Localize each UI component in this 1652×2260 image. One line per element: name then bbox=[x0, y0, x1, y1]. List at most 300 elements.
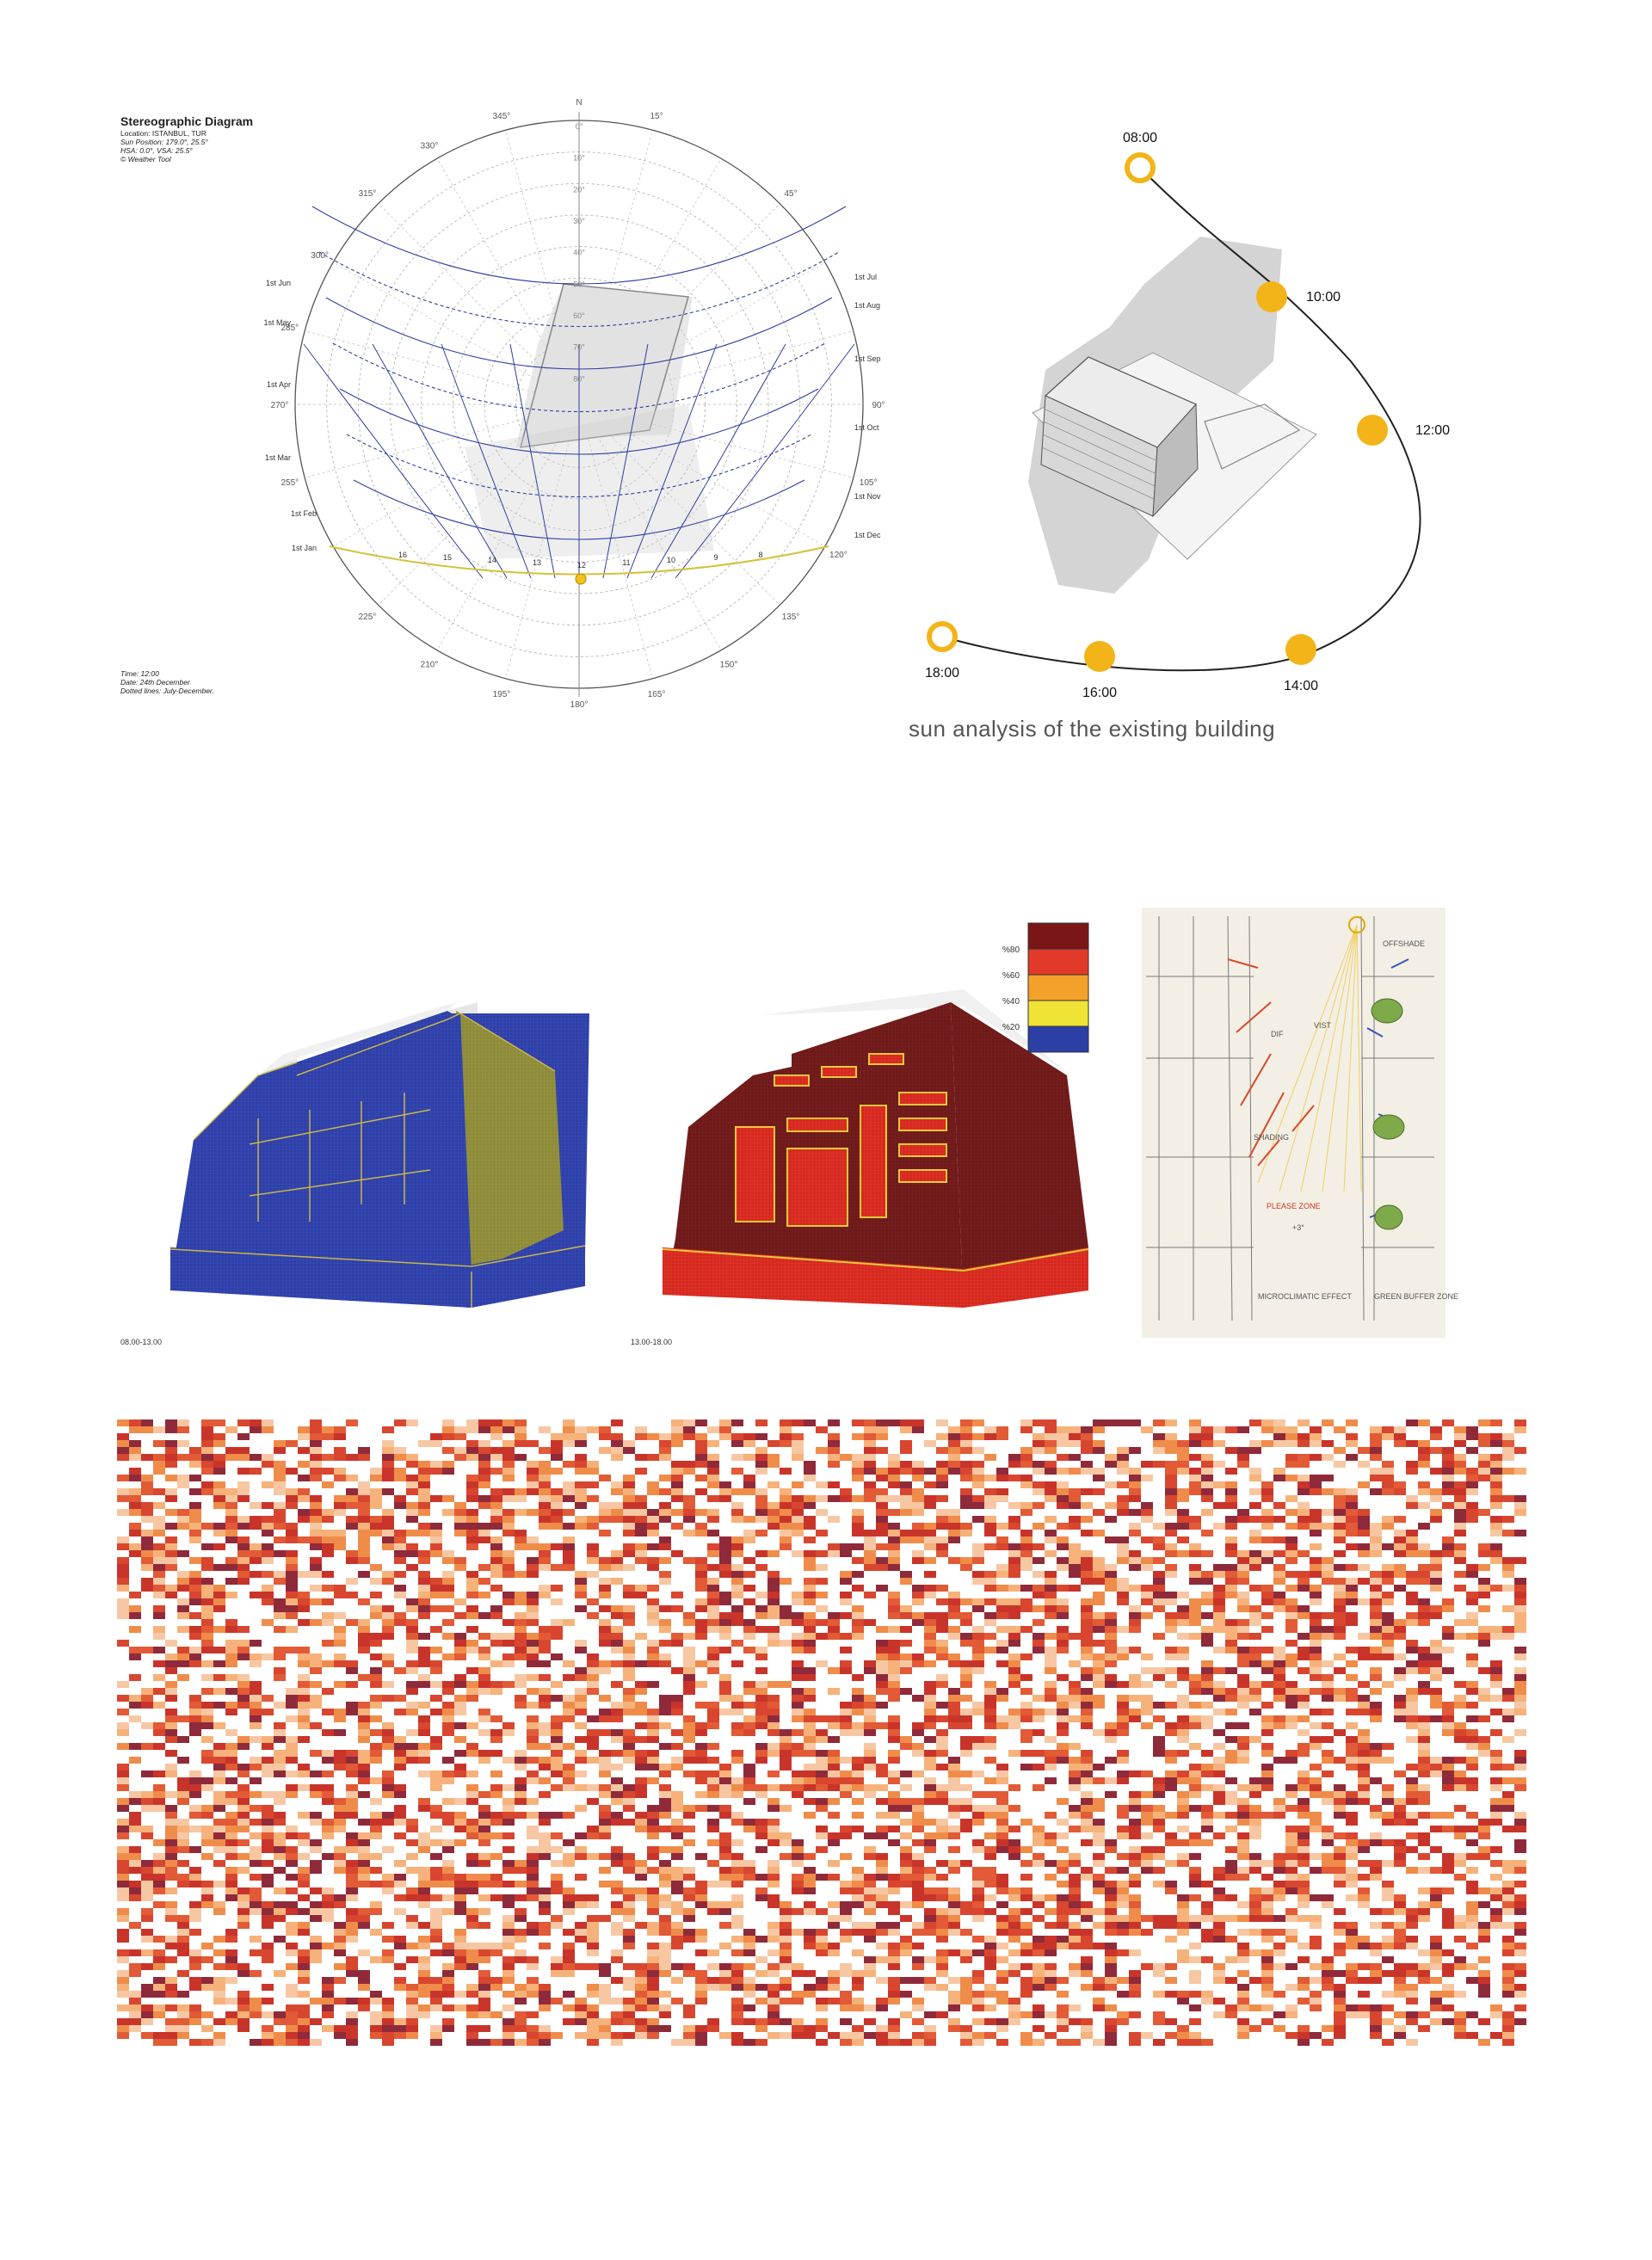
pixel-cell bbox=[647, 1557, 659, 1564]
pixel-cell bbox=[1069, 1805, 1081, 1812]
pixel-cell bbox=[1045, 1750, 1057, 1757]
pixel-cell bbox=[635, 1791, 647, 1798]
pixel-cell bbox=[804, 1695, 816, 1702]
pixel-cell bbox=[611, 1908, 623, 1915]
pixel-cell bbox=[394, 1764, 406, 1770]
pixel-cell bbox=[683, 1433, 695, 1440]
pixel-cell bbox=[1514, 1784, 1526, 1791]
pixel-cell bbox=[695, 1557, 707, 1564]
pixel-cell bbox=[358, 1839, 370, 1846]
pixel-cell bbox=[575, 1874, 587, 1881]
pixel-cell bbox=[310, 1901, 322, 1908]
pixel-cell bbox=[418, 1461, 430, 1468]
pixel-cell bbox=[575, 1846, 587, 1853]
pixel-cell bbox=[731, 1819, 743, 1826]
pixel-cell bbox=[804, 1536, 816, 1543]
pixel-cell bbox=[454, 1874, 466, 1881]
pixel-cell bbox=[1322, 1419, 1334, 1426]
pixel-cell bbox=[695, 1571, 707, 1578]
pixel-cell bbox=[262, 1791, 274, 1798]
pixel-cell bbox=[1261, 1516, 1273, 1523]
pixel-cell bbox=[286, 1557, 298, 1564]
pixel-cell bbox=[1008, 1722, 1020, 1729]
pixel-cell bbox=[141, 1929, 153, 1936]
pixel-cell bbox=[490, 1715, 502, 1722]
pixel-cell bbox=[1153, 1702, 1165, 1709]
pixel-cell bbox=[1273, 1578, 1285, 1585]
pixel-cell bbox=[683, 1461, 695, 1468]
pixel-cell bbox=[1237, 1805, 1249, 1812]
pixel-cell bbox=[948, 1805, 960, 1812]
pixel-cell bbox=[1249, 1612, 1261, 1619]
pixel-cell bbox=[599, 1426, 611, 1433]
pixel-cell bbox=[611, 1736, 623, 1743]
pixel-cell bbox=[1285, 1543, 1298, 1550]
pixel-cell bbox=[1045, 1419, 1057, 1426]
pixel-cell bbox=[1514, 1557, 1526, 1564]
pixel-cell bbox=[719, 1764, 731, 1770]
altitude-label: 70° bbox=[573, 342, 585, 352]
pixel-cell bbox=[1394, 1536, 1406, 1543]
pixel-cell bbox=[1454, 1736, 1466, 1743]
pixel-cell bbox=[117, 1605, 129, 1612]
pixel-cell bbox=[840, 1454, 852, 1461]
pixel-cell bbox=[1165, 1860, 1177, 1867]
pixel-cell bbox=[225, 1750, 237, 1757]
pixel-cell bbox=[177, 1874, 189, 1881]
pixel-cell bbox=[406, 1743, 418, 1750]
pixel-cell bbox=[454, 1929, 466, 1936]
pixel-cell bbox=[563, 1674, 575, 1681]
pixel-cell bbox=[683, 1839, 695, 1846]
pixel-cell bbox=[1454, 1681, 1466, 1688]
pixel-cell bbox=[286, 1695, 298, 1702]
pixel-cell bbox=[418, 1901, 430, 1908]
pixel-cell bbox=[647, 1709, 659, 1715]
pixel-cell bbox=[213, 1468, 225, 1475]
pixel-cell bbox=[1370, 1433, 1382, 1440]
pixel-cell bbox=[792, 1598, 804, 1605]
pixel-cell bbox=[1008, 1585, 1020, 1592]
pixel-cell bbox=[1153, 1915, 1165, 1922]
pixel-cell bbox=[1394, 1564, 1406, 1571]
pixel-cell bbox=[346, 1681, 358, 1688]
pixel-cell bbox=[502, 1592, 515, 1598]
pixel-cell bbox=[1430, 1894, 1442, 1901]
pixel-cell bbox=[1069, 1908, 1081, 1915]
pixel-cell bbox=[924, 1736, 936, 1743]
pixel-cell bbox=[852, 1626, 864, 1633]
pixel-cell bbox=[1370, 1702, 1382, 1709]
pixel-cell bbox=[707, 1784, 719, 1791]
pixel-cell bbox=[225, 1688, 237, 1695]
pixel-cell bbox=[394, 1812, 406, 1819]
pixel-cell bbox=[310, 1908, 322, 1915]
pixel-cell bbox=[599, 1626, 611, 1633]
pixel-cell bbox=[767, 1598, 780, 1605]
pixel-cell bbox=[767, 1860, 780, 1867]
pixel-cell bbox=[213, 1660, 225, 1667]
pixel-cell bbox=[1490, 1798, 1502, 1805]
pixel-cell bbox=[1334, 1461, 1346, 1468]
pixel-field bbox=[117, 1419, 1530, 2052]
pixel-cell bbox=[611, 1881, 623, 1887]
pixel-cell bbox=[1225, 1626, 1237, 1633]
pixel-cell bbox=[1261, 1647, 1273, 1653]
pixel-cell bbox=[1442, 1543, 1454, 1550]
pixel-cell bbox=[322, 1770, 334, 1777]
pixel-cell bbox=[358, 1729, 370, 1736]
pixel-cell bbox=[864, 1447, 876, 1454]
pixel-cell bbox=[1237, 1550, 1249, 1557]
pixel-cell bbox=[828, 1770, 840, 1777]
pixel-cell bbox=[298, 1660, 310, 1667]
pixel-cell bbox=[1406, 1619, 1418, 1626]
pixel-cell bbox=[358, 1846, 370, 1853]
pixel-cell bbox=[936, 1619, 948, 1626]
pixel-cell bbox=[382, 1523, 394, 1530]
hour-label: 14 bbox=[487, 556, 497, 564]
pixel-cell bbox=[659, 1433, 671, 1440]
pixel-cell bbox=[286, 1860, 298, 1867]
pixel-cell bbox=[804, 1743, 816, 1750]
legend-label: %80 bbox=[1002, 945, 1020, 955]
pixel-cell bbox=[1370, 1839, 1382, 1846]
pixel-cell bbox=[623, 1530, 635, 1536]
pixel-cell bbox=[755, 1826, 767, 1832]
pixel-cell bbox=[1237, 1454, 1249, 1461]
pixel-cell bbox=[635, 1826, 647, 1832]
pixel-cell bbox=[117, 1709, 129, 1715]
pixel-cell bbox=[840, 1709, 852, 1715]
pixel-cell bbox=[1502, 1860, 1514, 1867]
sun-path-diagram bbox=[895, 112, 1463, 714]
pixel-cell bbox=[1418, 1578, 1430, 1585]
pixel-cell bbox=[876, 1475, 888, 1481]
pixel-cell bbox=[1285, 1605, 1298, 1612]
pixel-cell bbox=[924, 1929, 936, 1936]
pixel-cell bbox=[237, 1764, 250, 1770]
pixel-cell bbox=[454, 1881, 466, 1887]
pixel-cell bbox=[406, 1688, 418, 1695]
pixel-cell bbox=[563, 1777, 575, 1784]
pixel-cell bbox=[346, 1929, 358, 1936]
pixel-cell bbox=[864, 1667, 876, 1674]
pixel-cell bbox=[1069, 1488, 1081, 1495]
pixel-cell bbox=[828, 1812, 840, 1819]
pixel-cell bbox=[1310, 1722, 1322, 1729]
pixel-cell bbox=[430, 1536, 442, 1543]
pixel-cell bbox=[1310, 1709, 1322, 1715]
pixel-cell bbox=[912, 1612, 924, 1619]
pixel-cell bbox=[924, 1523, 936, 1530]
pixel-cell bbox=[1237, 1743, 1249, 1750]
pixel-cell bbox=[527, 1826, 539, 1832]
pixel-cell bbox=[1298, 1461, 1310, 1468]
pixel-cell bbox=[707, 1722, 719, 1729]
pixel-cell bbox=[1502, 1887, 1514, 1894]
pixel-cell bbox=[900, 1419, 912, 1426]
pixel-cell bbox=[442, 1881, 454, 1887]
pixel-cell bbox=[1298, 1688, 1310, 1695]
pixel-cell bbox=[466, 1915, 478, 1922]
pixel-cell bbox=[1334, 1667, 1346, 1674]
pixel-cell bbox=[1093, 1832, 1105, 1839]
pixel-cell bbox=[310, 1791, 322, 1798]
pixel-cell bbox=[1117, 1468, 1129, 1475]
pixel-cell bbox=[117, 1640, 129, 1647]
pixel-cell bbox=[1298, 1777, 1310, 1784]
pixel-cell bbox=[1394, 1488, 1406, 1495]
pixel-cell bbox=[129, 1592, 141, 1598]
pixel-cell bbox=[1466, 1481, 1478, 1488]
pixel-cell bbox=[1273, 1715, 1285, 1722]
pixel-cell bbox=[1093, 1729, 1105, 1736]
pixel-cell bbox=[1310, 1777, 1322, 1784]
pixel-cell bbox=[876, 1468, 888, 1475]
pixel-cell bbox=[1129, 1619, 1141, 1626]
pixel-cell bbox=[1358, 1447, 1370, 1454]
pixel-cell bbox=[984, 1426, 996, 1433]
pixel-cell bbox=[743, 1929, 755, 1936]
pixel-cell bbox=[466, 1626, 478, 1633]
pixel-cell bbox=[900, 1770, 912, 1777]
pixel-cell bbox=[1008, 1709, 1020, 1715]
pixel-cell bbox=[141, 1502, 153, 1509]
pixel-cell bbox=[442, 1578, 454, 1585]
pixel-cell bbox=[1298, 1812, 1310, 1819]
pixel-cell bbox=[442, 1681, 454, 1688]
pixel-cell bbox=[502, 1419, 515, 1426]
pixel-cell bbox=[225, 1798, 237, 1805]
pixel-cell bbox=[972, 1475, 984, 1481]
azimuth-label: 135° bbox=[781, 613, 800, 623]
pixel-cell bbox=[599, 1715, 611, 1722]
pixel-cell bbox=[430, 1709, 442, 1715]
pixel-cell bbox=[792, 1530, 804, 1536]
pixel-cell bbox=[1418, 1543, 1430, 1550]
pixel-cell bbox=[406, 1475, 418, 1481]
pixel-cell bbox=[623, 1915, 635, 1922]
pixel-cell bbox=[695, 1633, 707, 1640]
pixel-cell bbox=[996, 1722, 1008, 1729]
pixel-cell bbox=[912, 1502, 924, 1509]
pixel-cell bbox=[1346, 1592, 1358, 1598]
pixel-cell bbox=[274, 1598, 286, 1605]
pixel-cell bbox=[1020, 1688, 1032, 1695]
pixel-cell bbox=[671, 1605, 683, 1612]
pixel-cell bbox=[346, 1578, 358, 1585]
pixel-cell bbox=[828, 1715, 840, 1722]
pixel-cell bbox=[1454, 1826, 1466, 1832]
pixel-cell bbox=[1370, 1715, 1382, 1722]
pixel-cell bbox=[780, 1523, 792, 1530]
pixel-cell bbox=[659, 1695, 671, 1702]
pixel-cell bbox=[334, 1853, 346, 1860]
pixel-cell bbox=[960, 1433, 972, 1440]
pixel-cell bbox=[659, 1860, 671, 1867]
pixel-cell bbox=[117, 1543, 129, 1550]
pixel-cell bbox=[478, 1681, 490, 1688]
pixel-cell bbox=[129, 1791, 141, 1798]
pixel-cell bbox=[611, 1481, 623, 1488]
pixel-cell bbox=[1249, 1681, 1261, 1688]
pixel-cell bbox=[671, 1867, 683, 1874]
pixel-cell bbox=[816, 1495, 828, 1502]
pixel-cell bbox=[406, 1543, 418, 1550]
pixel-cell bbox=[551, 1585, 563, 1592]
pixel-cell bbox=[1418, 1812, 1430, 1819]
pixel-cell bbox=[394, 1447, 406, 1454]
pixel-cell bbox=[1310, 1674, 1322, 1681]
pixel-cell bbox=[1370, 1523, 1382, 1530]
pixel-cell bbox=[924, 1695, 936, 1702]
pixel-cell bbox=[1442, 1812, 1454, 1819]
pixel-cell bbox=[1346, 1619, 1358, 1626]
pixel-cell bbox=[984, 1530, 996, 1536]
pixel-cell bbox=[262, 1502, 274, 1509]
pixel-cell bbox=[1322, 1839, 1334, 1846]
pixel-cell bbox=[924, 1798, 936, 1805]
pixel-cell bbox=[888, 1798, 900, 1805]
pixel-cell bbox=[539, 1832, 551, 1839]
pixel-cell bbox=[816, 1509, 828, 1516]
pixel-cell bbox=[129, 1853, 141, 1860]
pixel-cell bbox=[972, 1846, 984, 1853]
pixel-cell bbox=[900, 1571, 912, 1578]
pixel-cell bbox=[153, 1440, 165, 1447]
pixel-cell bbox=[1069, 1901, 1081, 1908]
pixel-cell bbox=[1225, 1667, 1237, 1674]
pixel-cell bbox=[1020, 1509, 1032, 1516]
pixel-cell bbox=[816, 1578, 828, 1585]
pixel-cell bbox=[695, 1454, 707, 1461]
pixel-cell bbox=[358, 1770, 370, 1777]
pixel-cell bbox=[515, 1426, 527, 1433]
pixel-cell bbox=[382, 1578, 394, 1585]
stereo-title: Stereographic Diagram bbox=[120, 114, 254, 128]
pixel-cell bbox=[1177, 1915, 1189, 1922]
pixel-cell bbox=[490, 1543, 502, 1550]
pixel-cell bbox=[659, 1440, 671, 1447]
pixel-cell bbox=[1213, 1481, 1225, 1488]
pixel-cell bbox=[1454, 1633, 1466, 1640]
pixel-cell bbox=[876, 1488, 888, 1495]
pixel-cell bbox=[189, 1454, 201, 1461]
pixel-cell bbox=[1454, 1722, 1466, 1729]
pixel-cell bbox=[840, 1660, 852, 1667]
pixel-cell bbox=[767, 1784, 780, 1791]
pixel-cell bbox=[1189, 1612, 1201, 1619]
pixel-cell bbox=[1406, 1784, 1418, 1791]
pixel-cell bbox=[972, 1901, 984, 1908]
pixel-cell bbox=[1225, 1640, 1237, 1647]
pixel-cell bbox=[1334, 1536, 1346, 1543]
pixel-cell bbox=[502, 1846, 515, 1853]
pixel-cell bbox=[575, 1674, 587, 1681]
pixel-cell bbox=[647, 1433, 659, 1440]
pixel-cell bbox=[1117, 1509, 1129, 1516]
pixel-cell bbox=[527, 1647, 539, 1653]
pixel-cell bbox=[430, 1440, 442, 1447]
pixel-cell bbox=[346, 1832, 358, 1839]
pixel-cell bbox=[996, 1523, 1008, 1530]
pixel-cell bbox=[1322, 1509, 1334, 1516]
pixel-cell bbox=[1334, 1729, 1346, 1736]
pixel-cell bbox=[792, 1647, 804, 1653]
pixel-cell bbox=[960, 1826, 972, 1832]
pixel-cell bbox=[165, 1681, 177, 1688]
pixel-cell bbox=[852, 1777, 864, 1784]
pixel-cell bbox=[250, 1709, 262, 1715]
pixel-cell bbox=[298, 1695, 310, 1702]
pixel-cell bbox=[153, 1805, 165, 1812]
pixel-cell bbox=[948, 1702, 960, 1709]
pixel-cell bbox=[1466, 1715, 1478, 1722]
pixel-cell bbox=[177, 1440, 189, 1447]
pixel-cell bbox=[274, 1509, 286, 1516]
pixel-cell bbox=[1382, 1819, 1394, 1826]
pixel-cell bbox=[1334, 1922, 1346, 1929]
pixel-cell bbox=[177, 1798, 189, 1805]
pixel-cell bbox=[250, 1454, 262, 1461]
pixel-cell bbox=[659, 1626, 671, 1633]
pixel-cell bbox=[1430, 1516, 1442, 1523]
pixel-cell bbox=[1346, 1674, 1358, 1681]
pixel-cell bbox=[237, 1736, 250, 1743]
pixel-cell bbox=[1442, 1826, 1454, 1832]
pixel-cell bbox=[707, 1647, 719, 1653]
pixel-cell bbox=[551, 1874, 563, 1881]
pixel-cell bbox=[454, 1647, 466, 1653]
pixel-cell bbox=[454, 1447, 466, 1454]
pixel-cell bbox=[322, 1784, 334, 1791]
pixel-cell bbox=[731, 1619, 743, 1626]
pixel-cell bbox=[852, 1454, 864, 1461]
pixel-cell bbox=[948, 1688, 960, 1695]
pixel-cell bbox=[177, 1846, 189, 1853]
pixel-cell bbox=[1117, 1757, 1129, 1764]
pixel-cell bbox=[936, 1543, 948, 1550]
pixel-cell bbox=[165, 1536, 177, 1543]
pixel-cell bbox=[960, 1736, 972, 1743]
pixel-cell bbox=[165, 1447, 177, 1454]
pixel-cell bbox=[671, 1475, 683, 1481]
pixel-cell bbox=[1153, 1523, 1165, 1530]
pixel-cell bbox=[1442, 1867, 1454, 1874]
pixel-cell bbox=[840, 1578, 852, 1585]
pixel-cell bbox=[1165, 1722, 1177, 1729]
pixel-cell bbox=[237, 1647, 250, 1653]
pixel-cell bbox=[237, 1640, 250, 1647]
pixel-cell bbox=[1081, 1626, 1093, 1633]
pixel-cell bbox=[1502, 1557, 1514, 1564]
pixel-cell bbox=[1189, 1922, 1201, 1929]
pixel-cell bbox=[1418, 1605, 1430, 1612]
pixel-cell bbox=[575, 1688, 587, 1695]
pixel-cell bbox=[153, 1660, 165, 1667]
pixel-cell bbox=[683, 1530, 695, 1536]
pixel-cell bbox=[1322, 1709, 1334, 1715]
pixel-cell bbox=[358, 1516, 370, 1523]
pixel-cell bbox=[237, 1908, 250, 1915]
pixel-cell bbox=[1045, 1860, 1057, 1867]
pixel-cell bbox=[1454, 1488, 1466, 1495]
pixel-cell bbox=[225, 1647, 237, 1653]
pixel-cell bbox=[876, 1853, 888, 1860]
pixel-cell bbox=[1141, 1557, 1153, 1564]
pixel-cell bbox=[1514, 1419, 1526, 1426]
